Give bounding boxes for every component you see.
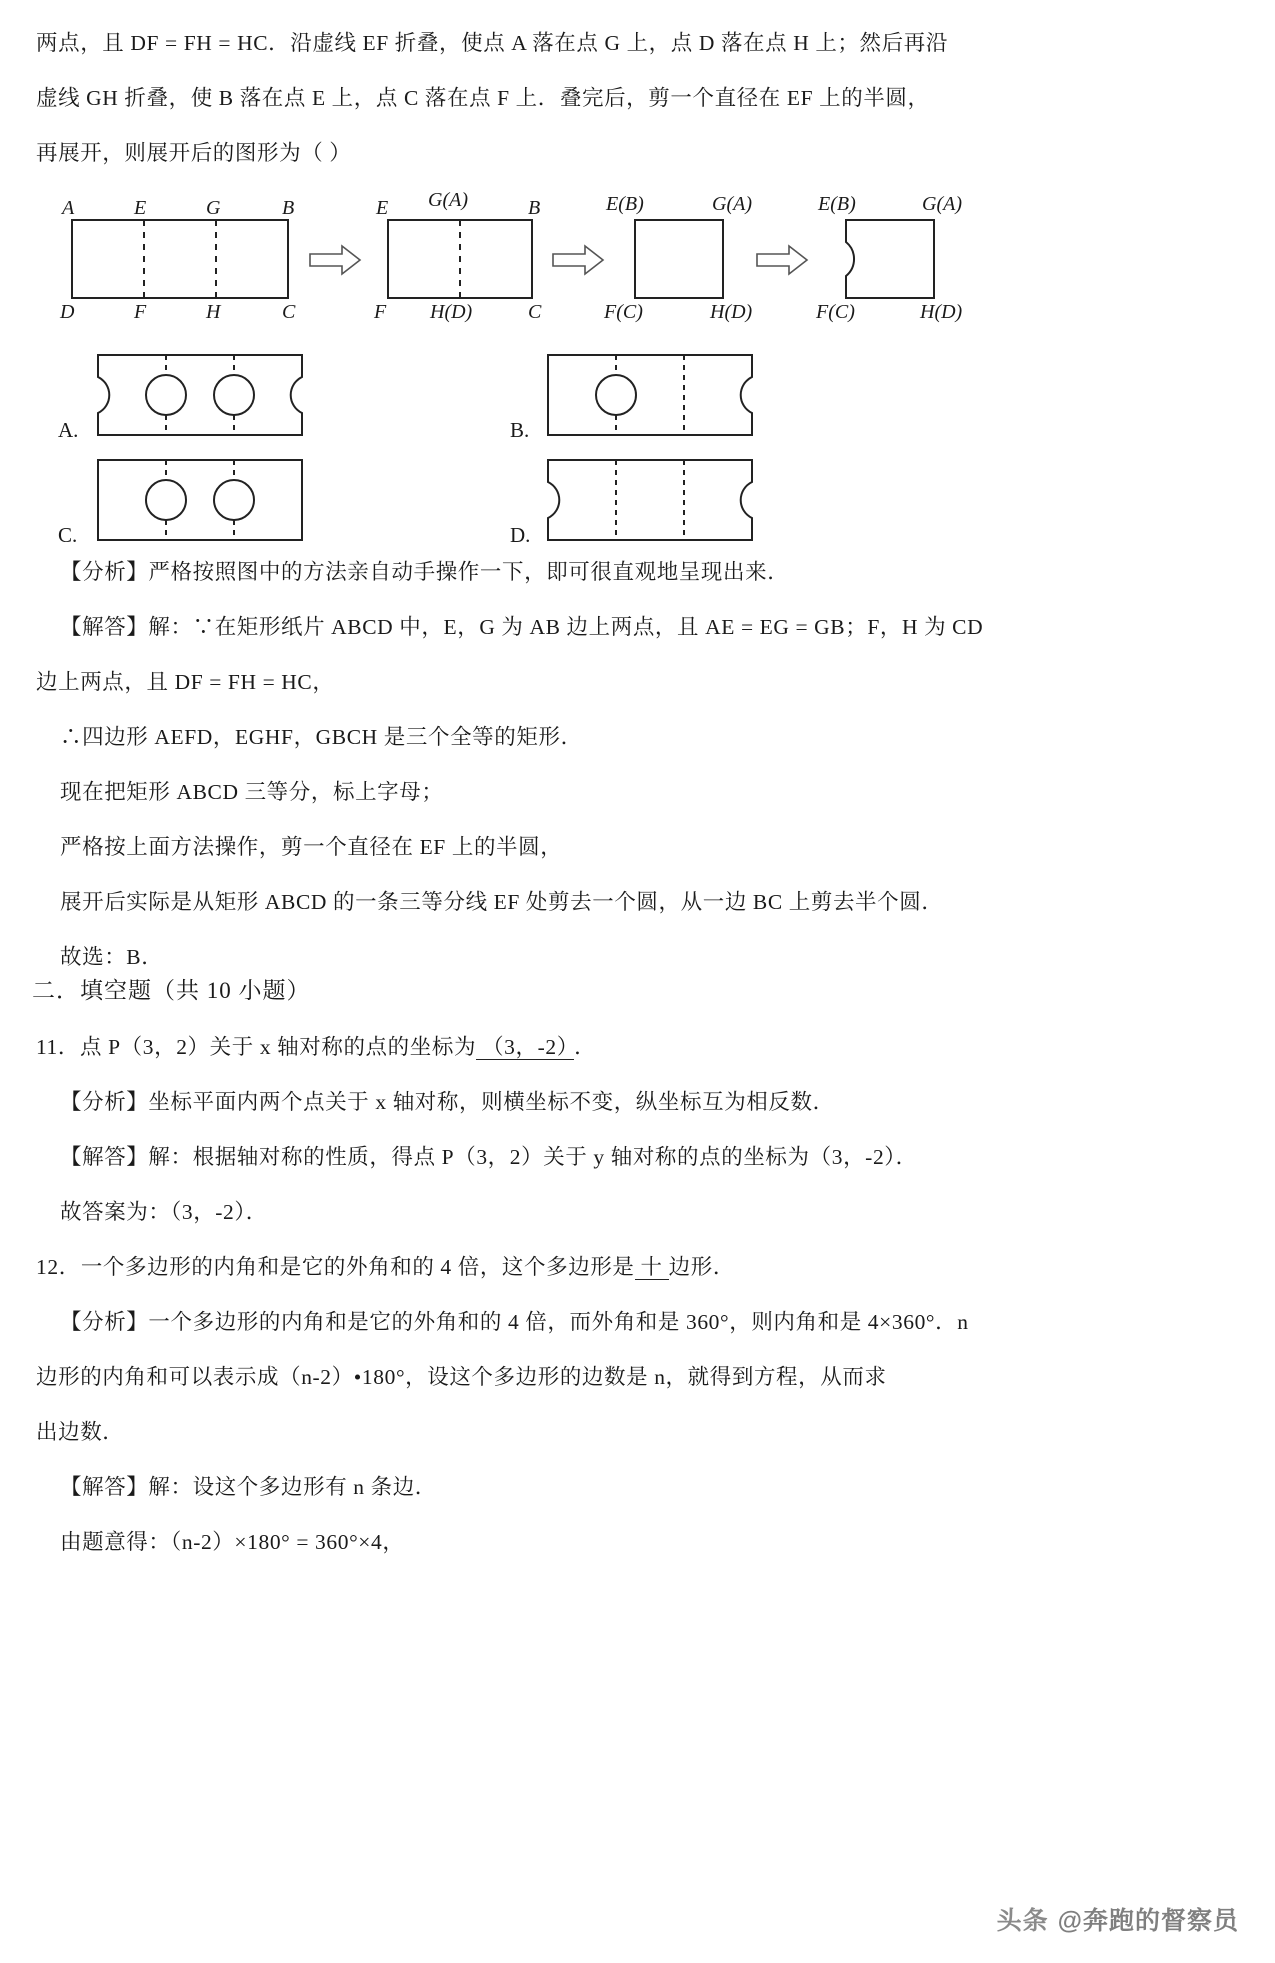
analysis-solution-block <box>0 545 1275 985</box>
options-row-1-svg <box>0 345 1275 445</box>
question-11-stem <box>0 1020 1275 1075</box>
arrow-3-icon <box>757 246 807 274</box>
label-G: G <box>206 197 221 219</box>
question-12-block <box>0 1240 1275 1570</box>
q11-prefix: 点 P（3，2）关于 x 轴对称的点的坐标为 <box>80 1035 477 1059</box>
q12-analysis-5: 由题意得：（n-2）×180° = 360°×4， <box>60 1530 405 1554</box>
fold-sequence-figure <box>0 190 1275 330</box>
q11-answer-blank: （3，-2） <box>476 1035 574 1060</box>
section-heading: 二．填空题（共 10 小题） <box>32 978 311 1003</box>
stem-line-1: 两点，且 DF = FH = HC．沿虚线 EF 折叠，使点 A 落在点 G 上，点 D 落在点 H 上；然后再沿 <box>36 31 948 55</box>
label-B-2: B <box>528 197 541 219</box>
watermark <box>997 1901 1239 1937</box>
section-heading-block <box>0 963 1275 1018</box>
option-A-shape[interactable] <box>98 355 302 435</box>
q11-number: 11． <box>36 1035 81 1059</box>
fold-sequence-svg <box>0 190 1275 330</box>
fold-step-4 <box>846 220 934 298</box>
analysis-line-7: 展开后实际是从矩形 ABCD 的一条三等分线 EF 处剪去一个圆，从一边 BC 上剪去半个圆． <box>60 890 944 914</box>
q11-analysis-3: 故答案为：（3，-2）． <box>60 1200 268 1224</box>
analysis-line-2: 【解答】解：∵在矩形纸片 ABCD 中，E，G 为 AB 边上两点，且 AE = EG = GB；F，H 为 CD <box>60 615 984 639</box>
label-A: A <box>62 197 75 219</box>
label-D: D <box>60 301 75 323</box>
label-C: C <box>282 301 296 323</box>
fold-step-1 <box>72 220 288 298</box>
option-C-label: C. <box>58 523 78 547</box>
label-H: H <box>206 301 221 323</box>
q12-analysis-1: 【分析】一个多边形的内角和是它的外角和的 4 倍，而外角和是 360°，则内角和是 4×360°．n <box>60 1310 969 1334</box>
label-E: E <box>134 197 147 219</box>
label-GA-3: G(A) <box>712 193 752 215</box>
q11-analysis-1: 【分析】坐标平面内两个点关于 x 轴对称，则横坐标不变，纵坐标互为相反数． <box>60 1090 835 1114</box>
label-B: B <box>282 197 295 219</box>
option-C-shape[interactable] <box>98 460 302 540</box>
options-row-2-svg <box>0 450 1275 550</box>
options-row-2 <box>0 450 1275 550</box>
option-D-shape[interactable] <box>548 460 752 540</box>
analysis-line-3: 边上两点，且 DF = FH = HC， <box>36 670 335 694</box>
analysis-line-5: 现在把矩形 ABCD 三等分，标上字母； <box>60 780 444 804</box>
arrow-1-icon <box>310 246 360 274</box>
label-EB-4: E(B) <box>818 193 856 215</box>
stem-line-2: 虚线 GH 折叠，使 B 落在点 E 上，点 C 落在点 F 上．叠完后，剪一个直径在 EF 上的半圆， <box>36 86 930 110</box>
analysis-line-1: 【分析】严格按照图中的方法亲自动手操作一下，即可很直观地呈现出来． <box>60 560 790 584</box>
label-EB-3: E(B) <box>606 193 644 215</box>
option-A-label: A. <box>58 418 79 442</box>
q11-suffix: ． <box>574 1035 597 1059</box>
arrow-2-icon <box>553 246 603 274</box>
label-C-2: C <box>528 301 542 323</box>
q12-number: 12． <box>36 1255 81 1279</box>
analysis-line-6: 严格按上面方法操作，剪一个直径在 EF 上的半圆， <box>60 835 563 859</box>
fold-step-3 <box>635 220 723 298</box>
analysis-line-4: ∴四边形 AEFD，EGHF，GBCH 是三个全等的矩形． <box>60 725 583 749</box>
q12-answer-blank: 十 <box>635 1255 669 1280</box>
option-B-label: B. <box>510 418 530 442</box>
q12-analysis-3: 出边数． <box>36 1420 125 1444</box>
label-F-2: F <box>374 301 387 323</box>
option-B-shape[interactable] <box>548 355 752 435</box>
q11-analysis-2: 【解答】解：根据轴对称的性质，得点 P（3，2）关于 y 轴对称的点的坐标为（3，-2）． <box>60 1145 918 1169</box>
label-F: F <box>134 301 147 323</box>
label-HD-2: H(D) <box>430 301 473 323</box>
q12-analysis-4: 【解答】解：设这个多边形有 n 条边． <box>60 1475 437 1499</box>
watermark-logo: 头条 <box>996 1907 1049 1935</box>
label-FC-3: F(C) <box>604 301 643 323</box>
fold-step-2 <box>388 220 532 298</box>
watermark-handle: @奔跑的督察员 <box>1057 1907 1239 1935</box>
question-stem-text <box>0 16 1275 181</box>
question-12-stem <box>0 1240 1275 1295</box>
analysis-line-8: 故选：B． <box>60 945 164 969</box>
options-row-1 <box>0 345 1275 445</box>
label-FC-4: F(C) <box>816 301 855 323</box>
label-GA-2: G(A) <box>428 190 468 211</box>
option-D-label: D. <box>510 523 531 547</box>
label-E-2: E <box>376 197 389 219</box>
stem-line-3: 再展开，则展开后的图形为（ ） <box>36 141 352 165</box>
question-11-block <box>0 1020 1275 1240</box>
q12-prefix: 一个多边形的内角和是它的外角和的 4 倍，这个多边形是 <box>80 1255 635 1279</box>
label-HD-4: H(D) <box>920 301 963 323</box>
label-GA-4: G(A) <box>922 193 962 215</box>
label-HD-3: H(D) <box>710 301 753 323</box>
q12-analysis-2: 边形的内角和可以表示成（n-2）•180°，设这个多边形的边数是 n，就得到方程，从而求 <box>36 1365 887 1389</box>
q12-suffix: 边形． <box>668 1255 735 1279</box>
